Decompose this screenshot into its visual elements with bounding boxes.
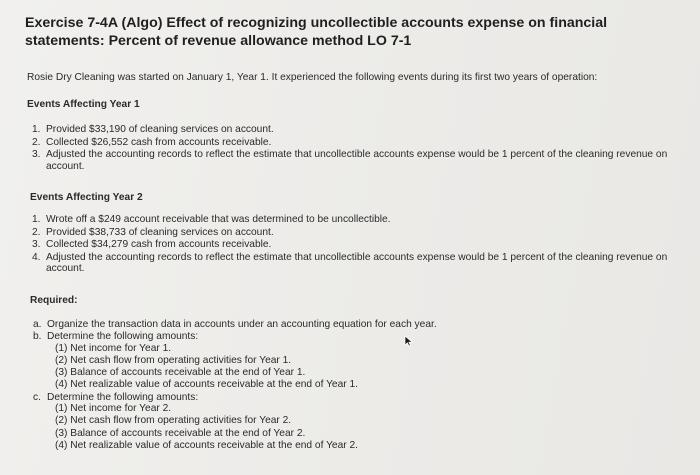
year2-heading: Events Affecting Year 2 xyxy=(30,192,143,203)
requirement-b xyxy=(33,331,673,391)
item-number: 1. xyxy=(32,214,41,225)
item-number: 1. xyxy=(32,124,41,135)
list-item: (3) Balance of accounts receivable at the end of Year 1. xyxy=(55,367,306,379)
requirement-a xyxy=(33,319,673,331)
requirement-c-sublist xyxy=(47,403,673,451)
list-item xyxy=(32,239,682,251)
item-text: Adjusted the accounting records to reflect the estimate that uncollectible accounts expense would be 1 percent of the cleaning revenue on account. xyxy=(46,149,668,172)
requirement-letter: a. xyxy=(33,319,42,330)
list-item: (1) Net income for Year 1. xyxy=(55,342,172,354)
list-item xyxy=(32,137,682,149)
year1-heading: Events Affecting Year 1 xyxy=(27,99,140,110)
intro-paragraph: Rosie Dry Cleaning was started on January 1, Year 1. It experienced the following events during its first two years of operation: xyxy=(27,72,598,83)
item-number: 2. xyxy=(32,136,41,148)
requirement-c xyxy=(33,392,673,452)
list-item xyxy=(32,124,682,136)
list-item: (2) Net cash flow from operating activities for Year 1. xyxy=(55,354,292,366)
item-text: Collected $26,552 cash from accounts receivable. xyxy=(46,136,272,148)
list-item xyxy=(32,149,682,172)
item-text: Adjusted the accounting records to reflect the estimate that uncollectible accounts expense would be 1 percent of the cleaning revenue on account. xyxy=(46,251,668,274)
requirement-text: Organize the transaction data in accounts under an accounting equation for each year. xyxy=(47,319,437,330)
list-item: (1) Net income for Year 2. xyxy=(55,403,172,415)
exercise-title: Exercise 7-4A (Algo) Effect of recognizing uncollectible accounts expense on financial statements: Percent of revenue allowance method LO 7-1 xyxy=(25,15,608,49)
mouse-cursor-icon xyxy=(404,335,414,347)
required-list xyxy=(33,319,673,452)
requirement-letter: c. xyxy=(33,391,41,403)
item-text: Collected $34,279 cash from accounts receivable. xyxy=(46,239,272,250)
list-item: (4) Net realizable value of accounts receivable at the end of Year 2. xyxy=(55,439,358,451)
item-number: 3. xyxy=(32,149,41,160)
item-number: 2. xyxy=(32,226,41,238)
item-text: Wrote off a $249 account receivable that was determined to be uncollectible. xyxy=(46,214,391,225)
list-item: (4) Net realizable value of accounts receivable at the end of Year 1. xyxy=(55,379,358,391)
requirement-text: Determine the following amounts: xyxy=(47,331,199,343)
list-item: (2) Net cash flow from operating activities for Year 2. xyxy=(55,415,292,427)
list-item xyxy=(32,252,682,275)
year2-events-list xyxy=(32,214,682,276)
list-item xyxy=(32,214,682,226)
item-number: 3. xyxy=(32,239,41,250)
list-item xyxy=(32,227,682,239)
item-text: Provided $33,190 of cleaning services on account. xyxy=(46,124,274,135)
year1-events-list xyxy=(32,124,682,173)
requirement-b-sublist xyxy=(47,343,673,391)
list-item: (3) Balance of accounts receivable at the end of Year 2. xyxy=(55,427,306,439)
item-text: Provided $38,733 of cleaning services on account. xyxy=(46,226,274,238)
requirement-letter: b. xyxy=(33,331,42,343)
item-number: 4. xyxy=(32,251,41,263)
required-heading: Required: xyxy=(30,295,78,306)
requirement-text: Determine the following amounts: xyxy=(47,391,199,403)
